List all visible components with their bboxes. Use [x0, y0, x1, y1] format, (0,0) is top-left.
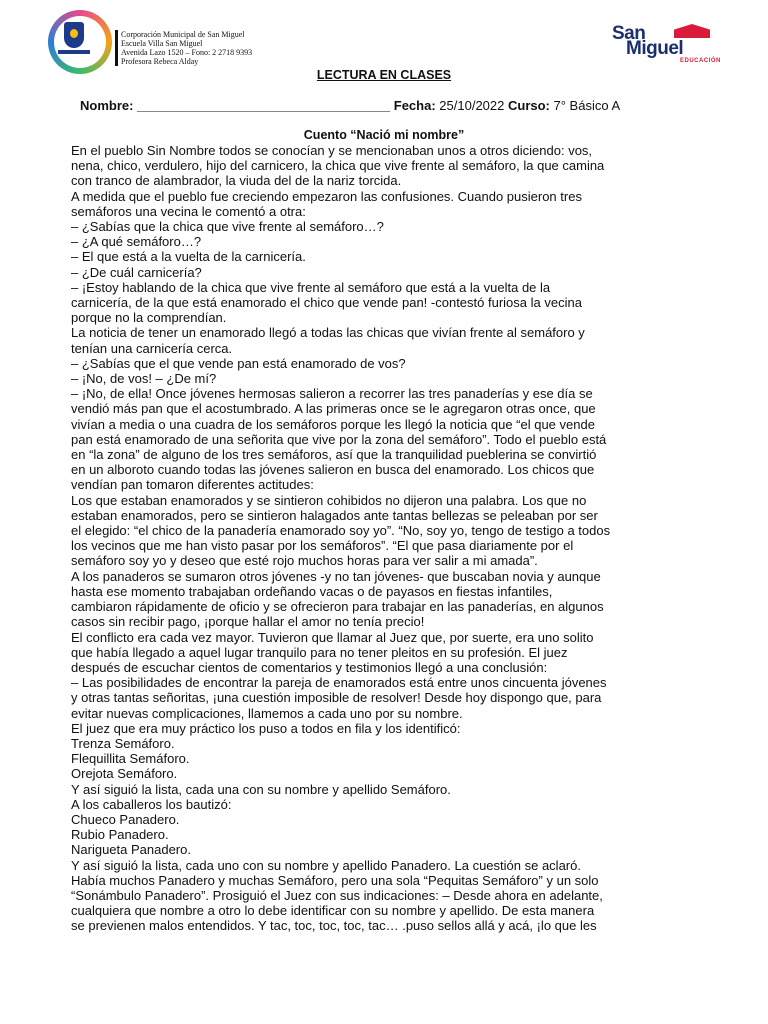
house-icon	[674, 24, 710, 38]
story-line: – El que está a la vuelta de la carnicería.	[71, 249, 306, 265]
story-line: El conflicto era cada vez mayor. Tuvieron que llamar al Juez que, por suerte, era uno solito	[71, 629, 594, 645]
story-line: semáforo soy yo y deseo que esté rojo muchos horas para ver salir a mi amada”.	[71, 553, 538, 569]
story-line: – ¡No, de ella! Once jóvenes hermosas salieron a recorrer las tres panaderías y ese día se	[71, 386, 593, 402]
school-info-line: Avenida Lazo 1520 – Fono: 2 2718 9393	[121, 48, 253, 57]
student-meta	[80, 98, 620, 113]
logo-text-educacion: EDUCACIÓN	[680, 58, 721, 64]
story-line: Los que estaban enamorados y se sintieron cohibidos no dijeron una palabra. Los que no	[71, 492, 587, 508]
story-line: se previenen malos entendidos. Y tac, toc, toc, toc, tac… .puso sellos allá y acá, ¡lo que les	[71, 918, 597, 934]
story-line: pan está enamorado de una señorita que vive por la zona del semáforo”. Todo el pueblo está	[71, 431, 607, 447]
story-line: Y así siguió la lista, cada una con su nombre y apellido Semáforo.	[71, 781, 451, 797]
story-line: que había llegado a aquel lugar tranquilo para no tener pleitos en su profesión. El juez	[71, 644, 568, 660]
story-line: Y así siguió la lista, cada uno con su nombre y apellido Panadero. La cuestión se aclaró.	[71, 857, 581, 873]
story-line: A los panaderos se sumaron otros jóvenes -y no tan jóvenes- que buscaban novia y aunque	[71, 568, 601, 584]
page-title: LECTURA EN CLASES	[316, 68, 452, 82]
story-line: con tranco de alambrador, la viuda del de la nariz torcida.	[71, 173, 402, 189]
story-line: El juez que era muy práctico los puso a todos en fila y los identificó:	[71, 720, 461, 736]
story-line: en “la zona” de alguno de los tres semáforos, así que la tranquilidad pueblerina se convirtió	[71, 447, 597, 463]
story-line: Flequillita Semáforo.	[71, 751, 190, 767]
school-info	[115, 30, 252, 66]
story-line: vendían pan tomaron diferentes actitudes:	[71, 477, 314, 493]
nombre-blank: ___________________________________	[137, 98, 391, 113]
document-header	[0, 0, 768, 70]
fecha-value: 25/10/2022	[439, 98, 505, 113]
story-line: A medida que el pueblo fue creciendo empezaron las confusiones. Cuando pusieron tres	[71, 188, 582, 204]
story-line: tenían una carnicería cerca.	[71, 340, 233, 356]
story-line: Rubio Panadero.	[71, 827, 169, 843]
school-logo	[48, 10, 112, 74]
story-line: el elegido: “el chico de la panadería enamorado soy yo”. “No, soy yo, tengo de testigo a todos	[71, 523, 611, 539]
story-line: “Sonámbulo Panadero”. Prosiguió el Juez con sus indicaciones: – Desde ahora en adelante,	[71, 887, 603, 903]
school-info-line: Escuela Villa San Miguel	[121, 39, 203, 48]
story-line: hasta ese momento trabajaban ordeñando vacas o de payasos en fiestas infantiles,	[71, 583, 553, 599]
story-title: Cuento “Nació mi nombre”	[303, 128, 465, 142]
story-line: vivían a media o una cuadra de los semáforos porque les llegó la noticia que “el que vende	[71, 416, 595, 432]
story-line: – ¿A qué semáforo…?	[71, 234, 202, 250]
story-line: La noticia de tener un enamorado llegó a todas las chicas que vivían frente al semáforo y	[71, 325, 585, 341]
school-info-line: Corporación Municipal de San Miguel	[121, 30, 245, 39]
story-line: – ¿Sabías que la chica que vive frente al semáforo…?	[71, 219, 384, 235]
story-line: Orejota Semáforo.	[71, 766, 178, 782]
story-line: – Las posibilidades de encontrar la pareja de enamorados está entre unos cincuenta jóvenes	[71, 675, 607, 691]
story-line: estaban enamorados, pero se sintieron halagados ante tantas bellezas se peleaban por ser	[71, 507, 598, 523]
story-line: – ¡No, de vos! – ¿De mí?	[71, 371, 217, 387]
story-line: carnicería, de la que está enamorado el chico que vende pan! -contestó furiosa la vecina	[71, 295, 582, 311]
story-body	[71, 143, 701, 934]
story-line: después de escuchar cientos de comentarios y testimonios llegó a una conclusión:	[71, 659, 548, 675]
fecha-label: Fecha:	[393, 98, 436, 113]
curso-value: 7° Básico A	[553, 98, 621, 113]
logo-text-san: San	[612, 23, 646, 44]
story-line: en un alboroto cuando todas las jóvenes salieron en busca del enamorado. Los chicos que	[71, 462, 595, 478]
story-line: – ¡Estoy hablando de la chica que vive frente al semáforo que está a la vuelta de la	[71, 279, 551, 295]
curso-label: Curso:	[508, 98, 550, 113]
shield-icon	[64, 22, 84, 48]
story-line: vendió más pan que el acostumbrado. A las primeras once se le agregaron otras once, que	[71, 401, 596, 417]
story-line: Trenza Semáforo.	[71, 735, 175, 751]
story-line: cualquiera que nombre a otro lo debe identificar con su nombre y apellido. De esta manera	[71, 903, 595, 919]
school-info-line: Profesora Rebeca Alday	[121, 57, 199, 66]
story-line: semáforos una vecina le comentó a otra:	[71, 203, 306, 219]
story-line: evitar nuevas complicaciones, llamemos a cada uno por su nombre.	[71, 705, 463, 721]
story-line: y otras tantas señoritas, ¡una cuestión imposible de resolver! Desde hoy dispongo que, para	[71, 690, 602, 706]
story-line: Chueco Panadero.	[71, 811, 180, 827]
story-line: – ¿Sabías que el que vende pan está enamorado de vos?	[71, 355, 406, 371]
story-line: nena, chico, verdulero, hijo del carnicero, la chica que vive frente al semáforo, la que camina	[71, 158, 605, 174]
story-line: En el pueblo Sin Nombre todos se conocían y se mencionaban unos a otros diciendo: vos,	[71, 143, 593, 158]
story-line: casos sin recibir pago, ¡porque hallar el amor no tenía precio!	[71, 614, 425, 630]
story-line: cambiaron rápidamente de oficio y se ofrecieron para trabajar en las panaderías, en algunos	[71, 599, 604, 615]
story-line: los vecinos que me han visto pasar por los semáforos”. “El que pasa diariamente por el	[71, 538, 574, 554]
san-miguel-logo	[612, 24, 724, 64]
story-line: – ¿De cuál carnicería?	[71, 264, 202, 280]
nombre-label: Nombre:	[80, 98, 134, 113]
story-line: A los caballeros los bautizó:	[71, 796, 232, 812]
story-line: porque no la comprendían.	[71, 310, 227, 326]
logo-text-miguel: Miguel	[626, 38, 684, 59]
story-line: Narigueta Panadero.	[71, 842, 191, 858]
story-line: Había muchos Panadero y muchas Semáforo, pero una sola “Pequitas Semáforo” y un solo	[71, 872, 599, 888]
